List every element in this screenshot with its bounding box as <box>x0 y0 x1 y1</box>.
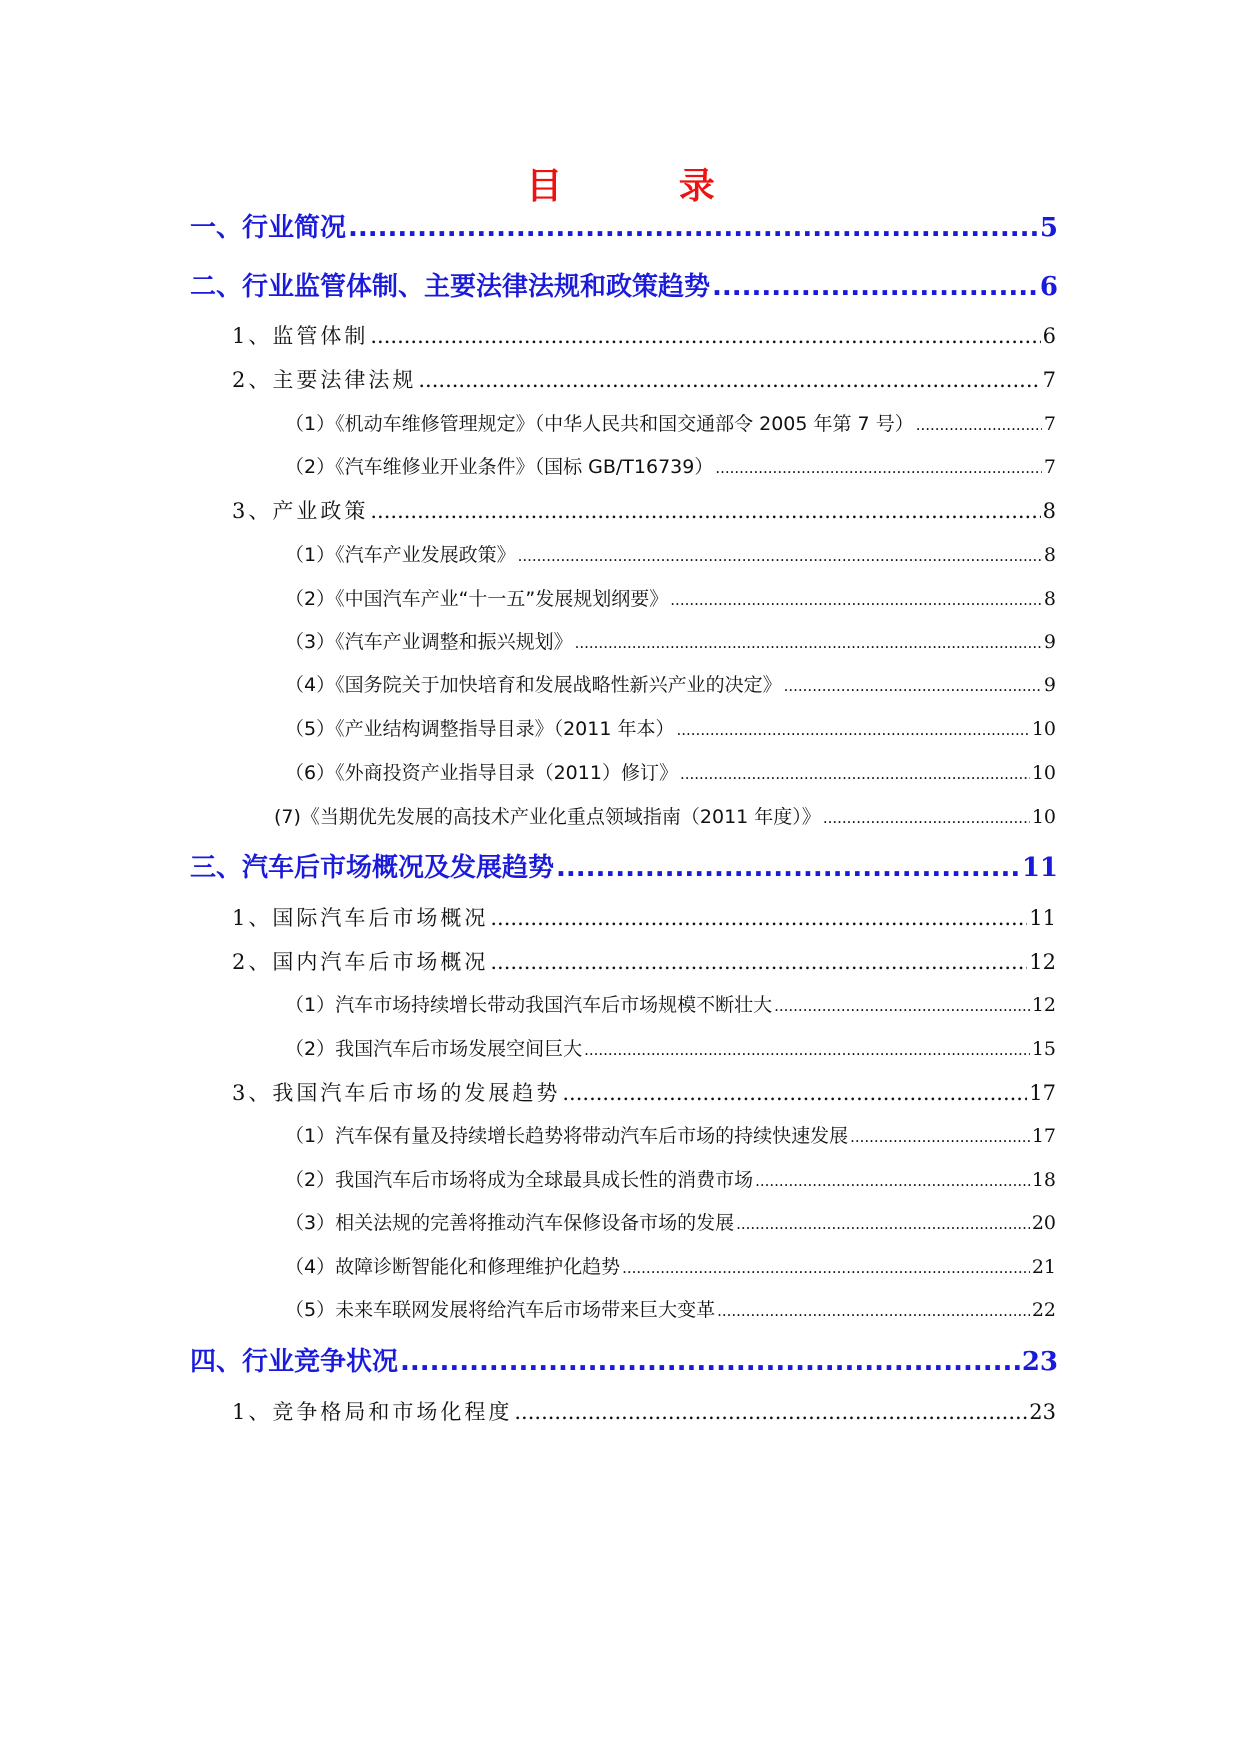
toc-page-number: 23 <box>1021 1347 1058 1377</box>
toc-entry-label: 一、行业简况 <box>190 213 347 243</box>
toc-entry-level3[interactable] <box>285 1165 1056 1193</box>
toc-entry-label: 1、国际汽车后市场概况 <box>232 906 489 930</box>
toc-page-number: 8 <box>1042 499 1056 523</box>
toc-entry-label: （3）《汽车产业调整和振兴规划》 <box>285 631 573 653</box>
toc-page-number: 23 <box>1029 1400 1056 1424</box>
toc-page-number: 7 <box>1042 368 1056 392</box>
toc-entry-label: （4）《国务院关于加快培育和发展战略性新兴产业的决定》 <box>285 674 782 696</box>
toc-entry-level1[interactable] <box>190 1341 1058 1381</box>
page-title: 目 录 <box>526 166 767 207</box>
toc-page-number: 17 <box>1031 1125 1056 1147</box>
leader-dots <box>823 809 1030 827</box>
leader-dots <box>676 721 1029 739</box>
toc-entry-level3[interactable] <box>285 627 1056 655</box>
leader-dots <box>575 634 1042 652</box>
leader-dots <box>348 213 1038 243</box>
toc-entry-label: （3）相关法规的完善将推动汽车保修设备市场的发展 <box>285 1212 735 1234</box>
toc-page-number: 12 <box>1029 950 1056 974</box>
leader-dots <box>712 272 1038 302</box>
toc-page-number: 11 <box>1021 853 1058 883</box>
toc-entry-level3[interactable] <box>285 452 1056 480</box>
toc-page-number: 6 <box>1039 272 1058 302</box>
leader-dots <box>755 1172 1030 1190</box>
toc-entry-label: 二、行业监管体制、主要法律法规和政策趋势 <box>190 272 711 302</box>
leader-dots <box>562 1081 1027 1105</box>
toc-entry-label: 三、汽车后市场概况及发展趋势 <box>190 853 555 883</box>
toc-entry-label: （2）我国汽车后市场发展空间巨大 <box>285 1038 583 1060</box>
toc-entry-level3[interactable] <box>274 802 1056 830</box>
toc-entry-label: （4）故障诊断智能化和修理维护化趋势 <box>285 1256 621 1278</box>
leader-dots <box>418 368 1040 392</box>
toc-page-number: 10 <box>1031 762 1056 784</box>
toc-entry-label: 1、监管体制 <box>232 324 369 348</box>
toc-entry-level2[interactable] <box>232 1396 1056 1426</box>
leader-dots <box>680 765 1030 783</box>
toc-entry-label: （1）《机动车维修管理规定》（中华人民共和国交通部令 2005 年第 7 号） <box>285 413 914 435</box>
toc-entry-level3[interactable] <box>285 1295 1056 1323</box>
toc-entry-label: 1、竞争格局和市场化程度 <box>232 1400 513 1424</box>
toc-entry-level2[interactable] <box>232 1077 1056 1107</box>
toc-entry-label: （1）《汽车产业发展政策》 <box>285 544 516 566</box>
toc-entry-level1[interactable] <box>190 207 1058 247</box>
toc-entry-level1[interactable] <box>190 847 1058 887</box>
leader-dots <box>514 1400 1027 1424</box>
leader-dots <box>784 677 1042 695</box>
leader-dots <box>400 1347 1020 1377</box>
toc-entry-level1[interactable] <box>190 266 1058 306</box>
toc-entry-label: 四、行业竞争状况 <box>190 1347 399 1377</box>
leader-dots <box>490 950 1027 974</box>
toc-entry-level3[interactable] <box>285 540 1056 568</box>
toc-page-number: 22 <box>1031 1299 1056 1321</box>
toc-entry-label: （2）《汽车维修业开业条件》（国标 GB/T16739） <box>285 456 714 478</box>
toc-entry-level3[interactable] <box>285 584 1056 612</box>
leader-dots <box>715 459 1042 477</box>
leader-dots <box>916 416 1042 434</box>
toc-entry-label: 2、主要法律法规 <box>232 368 417 392</box>
toc-entry-level3[interactable] <box>285 758 1056 786</box>
leader-dots <box>622 1259 1030 1277</box>
leader-dots <box>717 1302 1030 1320</box>
toc-page-number: 10 <box>1031 806 1056 828</box>
leader-dots <box>370 499 1040 523</box>
toc-page-number: 7 <box>1043 456 1056 478</box>
toc-entry-label: （5）未来车联网发展将给汽车后市场带来巨大变革 <box>285 1299 716 1321</box>
toc-entry-level3[interactable] <box>285 1121 1056 1149</box>
toc-page-number: 18 <box>1031 1169 1056 1191</box>
toc-entry-level2[interactable] <box>232 495 1056 525</box>
toc-entry-label: 2、国内汽车后市场概况 <box>232 950 489 974</box>
toc-page-number: 8 <box>1043 544 1056 566</box>
toc-page-number: 6 <box>1042 324 1056 348</box>
leader-dots <box>556 853 1020 883</box>
toc-entry-level3[interactable] <box>285 409 1056 437</box>
leader-dots <box>774 997 1030 1015</box>
toc-page-number: 8 <box>1043 588 1056 610</box>
toc-entry-label: （6）《外商投资产业指导目录（2011）修订》 <box>285 762 678 784</box>
toc-entry-label: (7)《当期优先发展的高技术产业化重点领域指南（2011 年度）》 <box>274 806 821 828</box>
toc-entry-level2[interactable] <box>232 320 1056 350</box>
toc-page-number: 20 <box>1031 1212 1056 1234</box>
leader-dots <box>518 547 1042 565</box>
leader-dots <box>490 906 1027 930</box>
toc-page-number: 17 <box>1029 1081 1056 1105</box>
toc-entry-label: （2）《中国汽车产业“十一五”发展规划纲要》 <box>285 588 669 610</box>
toc-entry-level3[interactable] <box>285 670 1056 698</box>
toc-entry-level2[interactable] <box>232 946 1056 976</box>
toc-page-number: 21 <box>1031 1256 1056 1278</box>
leader-dots <box>736 1215 1030 1233</box>
toc-entry-label: （1）汽车保有量及持续增长趋势将带动汽车后市场的持续快速发展 <box>285 1125 849 1147</box>
toc-entry-level3[interactable] <box>285 1034 1056 1062</box>
toc-page-number: 7 <box>1043 413 1056 435</box>
leader-dots <box>584 1041 1030 1059</box>
toc-page-number: 5 <box>1039 213 1058 243</box>
toc-page-number: 9 <box>1043 674 1056 696</box>
toc-entry-label: （1）汽车市场持续增长带动我国汽车后市场规模不断壮大 <box>285 994 773 1016</box>
toc-entry-level2[interactable] <box>232 902 1056 932</box>
toc-page-number: 12 <box>1031 994 1056 1016</box>
toc-entry-label: 3、产业政策 <box>232 499 369 523</box>
leader-dots <box>370 324 1040 348</box>
toc-entry-label: 3、我国汽车后市场的发展趋势 <box>232 1081 561 1105</box>
toc-entry-label: （5）《产业结构调整指导目录》（2011 年本） <box>285 718 675 740</box>
toc-page-number: 15 <box>1031 1038 1056 1060</box>
leader-dots <box>670 591 1042 609</box>
toc-page-number: 11 <box>1029 906 1056 930</box>
toc-entry-level2[interactable] <box>232 364 1056 394</box>
toc-page-number: 10 <box>1031 718 1056 740</box>
toc-entry-level3[interactable] <box>285 1252 1056 1280</box>
toc-entry-level3[interactable] <box>285 1208 1056 1236</box>
leader-dots <box>850 1128 1030 1146</box>
toc-entry-level3[interactable] <box>285 990 1056 1018</box>
toc-page-number: 9 <box>1043 631 1056 653</box>
toc-entry-level3[interactable] <box>285 714 1056 742</box>
toc-entry-label: （2）我国汽车后市场将成为全球最具成长性的消费市场 <box>285 1169 754 1191</box>
